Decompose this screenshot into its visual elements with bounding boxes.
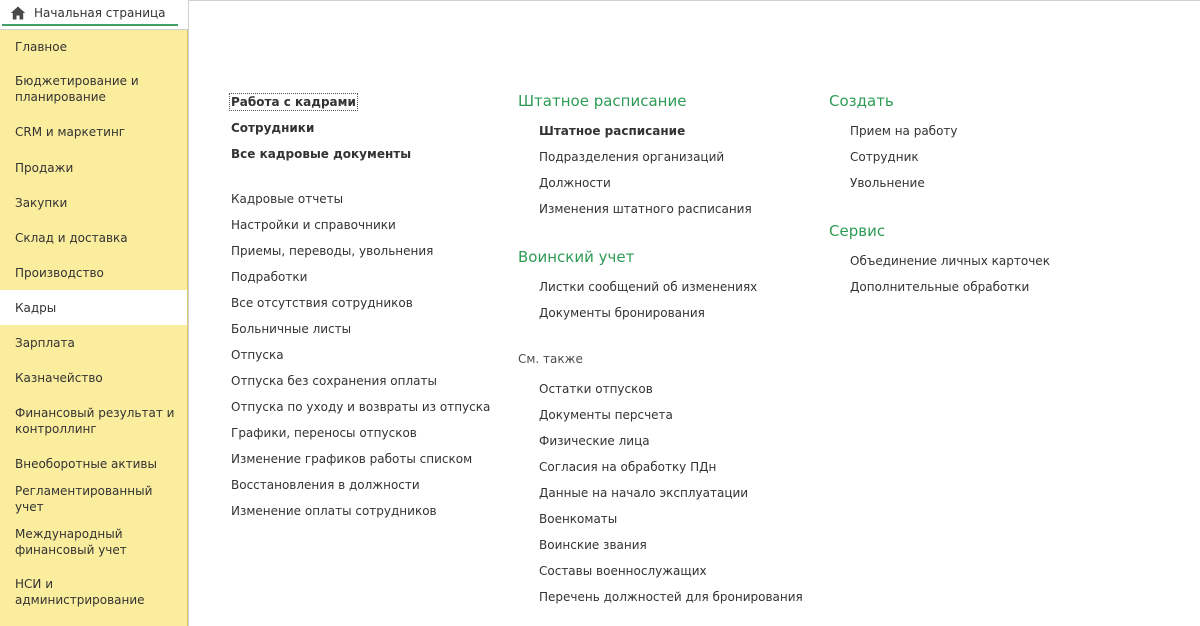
link-all-hr-documents[interactable]: Все кадровые документы: [231, 147, 412, 161]
sidebar-item-label: Закупки: [15, 195, 68, 210]
sidebar-item-treasury[interactable]: [0, 360, 187, 395]
link-hr-work[interactable]: Работа с кадрами: [231, 95, 356, 109]
group-title-create: Создать: [829, 92, 894, 110]
link-hires-transfers-dismissals[interactable]: Приемы, переводы, увольнения: [231, 244, 434, 258]
sidebar-item-label: Внеоборотные активы: [15, 456, 157, 471]
link-initial-data[interactable]: Данные на начало эксплуатации: [539, 486, 749, 500]
sidebar-item-label: НСИ и администрирование: [15, 577, 145, 607]
group-title-staffing: Штатное расписание: [518, 92, 687, 110]
sidebar: [0, 30, 188, 626]
link-org-departments[interactable]: Подразделения организаций: [539, 150, 725, 164]
sidebar-item-production[interactable]: [0, 255, 187, 290]
group-title-military: Воинский учет: [518, 248, 635, 266]
sidebar-item-financial-result[interactable]: [0, 395, 187, 446]
link-employees[interactable]: Сотрудники: [231, 121, 315, 135]
sidebar-item-label: Международный финансовый учет: [15, 526, 127, 557]
link-reservation-documents[interactable]: Документы бронирования: [539, 306, 705, 320]
link-vacation-schedules[interactable]: Графики, переносы отпусков: [231, 426, 417, 440]
link-recalculation-documents[interactable]: Документы персчета: [539, 408, 673, 422]
link-sick-leaves[interactable]: Больничные листы: [231, 322, 352, 336]
link-military-offices[interactable]: Военкоматы: [539, 512, 618, 526]
see-also-label: См. также: [518, 352, 583, 366]
tab-home-label: Начальная страница: [34, 5, 166, 20]
link-reservation-positions-list[interactable]: Перечень должностей для бронирования: [539, 590, 803, 604]
link-pd-consents[interactable]: Согласия на обработку ПДн: [539, 460, 717, 474]
link-settings-and-references[interactable]: Настройки и справочники: [231, 218, 396, 232]
sidebar-item-label: Казначейство: [15, 370, 103, 385]
sidebar-item-main[interactable]: [0, 30, 187, 64]
sidebar-item-label: Склад и доставка: [15, 230, 128, 245]
link-vacation-balances[interactable]: Остатки отпусков: [539, 382, 653, 396]
sidebar-item-hr[interactable]: [0, 290, 187, 325]
sidebar-item-warehouse[interactable]: [0, 220, 187, 255]
link-hr-reports[interactable]: Кадровые отчеты: [231, 192, 344, 206]
group-title-service: Сервис: [829, 222, 886, 240]
sidebar-item-label: Зарплата: [15, 335, 75, 350]
link-side-jobs[interactable]: Подработки: [231, 270, 308, 284]
sidebar-item-crm[interactable]: [0, 114, 187, 150]
link-positions[interactable]: Должности: [539, 176, 611, 190]
sidebar-item-international-accounting[interactable]: [0, 516, 187, 567]
sidebar-item-salary[interactable]: [0, 325, 187, 360]
link-individuals[interactable]: Физические лица: [539, 434, 650, 448]
sidebar-item-label: Финансовый результат и контроллинг: [15, 405, 175, 436]
sidebar-item-label: Продажи: [15, 160, 74, 175]
sidebar-item-nsi-admin[interactable]: [0, 567, 187, 617]
link-create-employee[interactable]: Сотрудник: [850, 150, 919, 164]
tab-home[interactable]: [2, 1, 178, 26]
link-all-absences[interactable]: Все отсутствия сотрудников: [231, 296, 413, 310]
sidebar-item-label: Бюджетирование и планирование: [15, 74, 139, 104]
link-vacations[interactable]: Отпуска: [231, 348, 284, 362]
link-staffing-changes[interactable]: Изменения штатного расписания: [539, 202, 752, 216]
link-military-ranks[interactable]: Воинские звания: [539, 538, 647, 552]
link-parental-leave[interactable]: Отпуска по уходу и возвраты из отпуска: [231, 400, 491, 414]
link-unpaid-vacations[interactable]: Отпуска без сохранения оплаты: [231, 374, 437, 388]
sidebar-item-label: CRM и маркетинг: [15, 125, 126, 139]
link-staffing-table[interactable]: Штатное расписание: [539, 124, 686, 138]
sidebar-item-budgeting[interactable]: [0, 64, 187, 114]
link-merge-personal-cards[interactable]: Объединение личных карточек: [850, 254, 1050, 268]
link-military-personnel-compositions[interactable]: Составы военнослужащих: [539, 564, 707, 578]
tab-bar: [0, 0, 188, 30]
sidebar-item-fixed-assets[interactable]: [0, 446, 187, 481]
link-change-notification-sheets[interactable]: Листки сообщений об изменениях: [539, 280, 758, 294]
sidebar-item-purchases[interactable]: [0, 185, 187, 220]
link-pay-changes[interactable]: Изменение оплаты сотрудников: [231, 504, 437, 518]
sidebar-item-regulated-accounting[interactable]: [0, 481, 187, 516]
link-create-dismissal[interactable]: Увольнение: [850, 176, 925, 190]
link-reinstatements[interactable]: Восстановления в должности: [231, 478, 420, 492]
sidebar-item-label: Главное: [15, 40, 67, 54]
sidebar-item-label: Кадры: [15, 300, 57, 315]
link-additional-processing[interactable]: Дополнительные обработки: [850, 280, 1030, 294]
link-create-hire[interactable]: Прием на работу: [850, 124, 958, 138]
sidebar-item-label: Регламентированный учет: [15, 483, 153, 514]
home-icon: [10, 6, 26, 20]
sidebar-item-label: Производство: [15, 265, 104, 280]
sidebar-item-sales[interactable]: [0, 150, 187, 185]
link-work-schedule-changes[interactable]: Изменение графиков работы списком: [231, 452, 473, 466]
content-panel: [189, 0, 1200, 626]
